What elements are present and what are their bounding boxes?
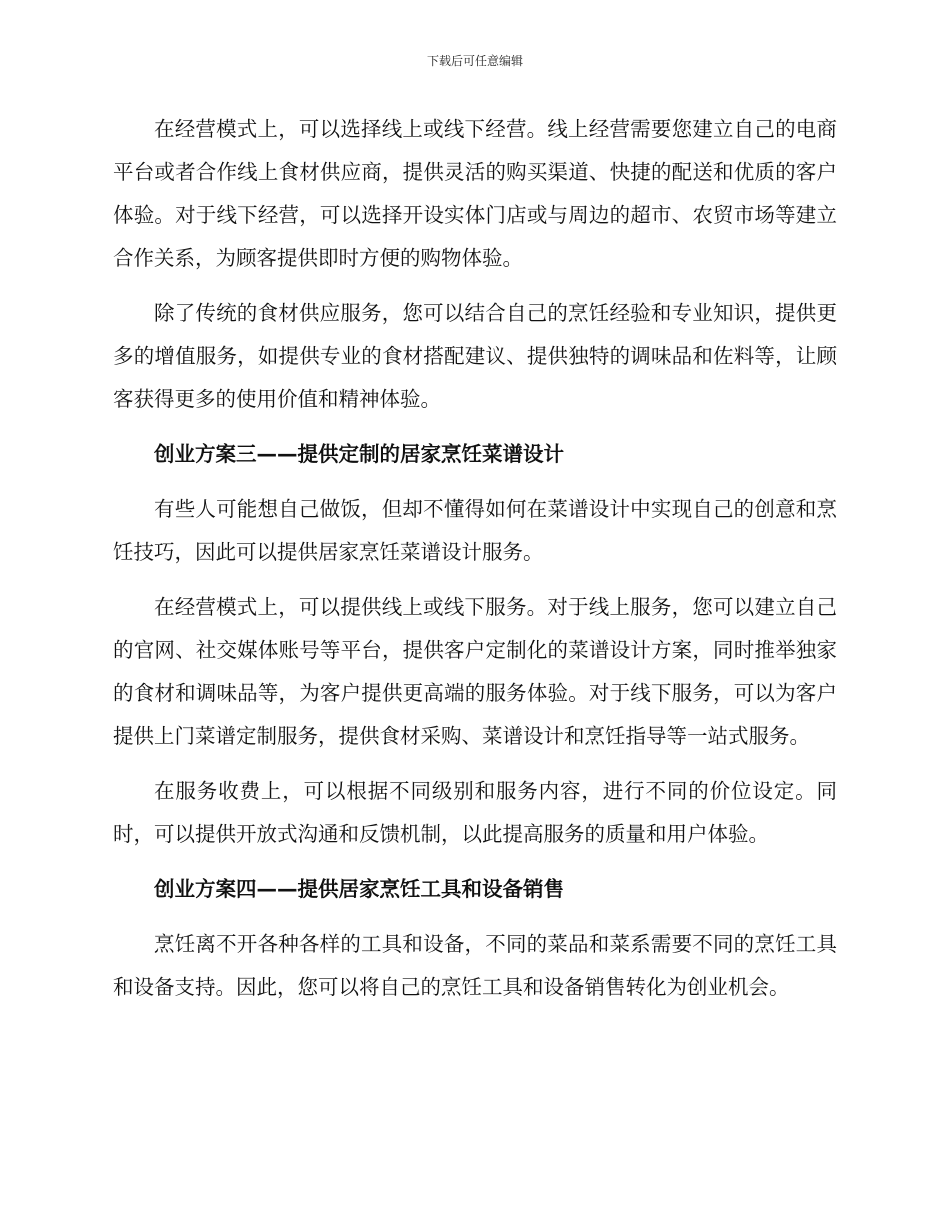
paragraph-recipe-business-model: 在经营模式上，可以提供线上或线下服务。对于线上服务，您可以建立自己的官网、社交媒体账号等平台，提供客户定制化的菜谱设计方案，同时推举独家的食材和调味品等，为客户提供更高端的服务体验。对于线下服务，可以为客户提供上门菜谱定制服务，提供食材采购、菜谱设计和烹饪指导等一站式服务。 [113,595,837,748]
section-heading-plan-three: 创业方案三——提供定制的居家烹饪菜谱设计 [154,442,564,466]
page-header: 下载后可任意编辑 [426,54,523,68]
paragraph-online-offline-operation: 在经营模式上，可以选择线上或线下经营。线上经营需要您建立自己的电商平台或者合作线上食材供应商，提供灵活的购买渠道、快捷的配送和优质的客户体验。对于线下经营，可以选择开设实体门店或与周边的超市、农贸市场等建立合作关系，为顾客提供即时方便的购物体验。 [113,117,837,270]
paragraph-cooking-tools-intro: 烹饪离不开各种各样的工具和设备，不同的菜品和菜系需要不同的烹饪工具和设备支持。因此，您可以将自己的烹饪工具和设备销售转化为创业机会。 [113,932,837,999]
paragraph-recipe-design-intro: 有些人可能想自己做饭，但却不懂得如何在菜谱设计中实现自己的创意和烹饪技巧，因此可以提供居家烹饪菜谱设计服务。 [113,497,837,564]
section-heading-plan-four: 创业方案四——提供居家烹饪工具和设备销售 [154,877,564,901]
paragraph-service-pricing: 在服务收费上，可以根据不同级别和服务内容，进行不同的价位设定。同时，可以提供开放式沟通和反馈机制，以此提高服务的质量和用户体验。 [113,779,837,846]
paragraph-value-added-services: 除了传统的食材供应服务，您可以结合自己的烹饪经验和专业知识，提供更多的增值服务，如提供专业的食材搭配建议、提供独特的调味品和佐料等，让顾客获得更多的使用价值和精神体验。 [113,301,837,411]
document-body [113,108,837,1021]
